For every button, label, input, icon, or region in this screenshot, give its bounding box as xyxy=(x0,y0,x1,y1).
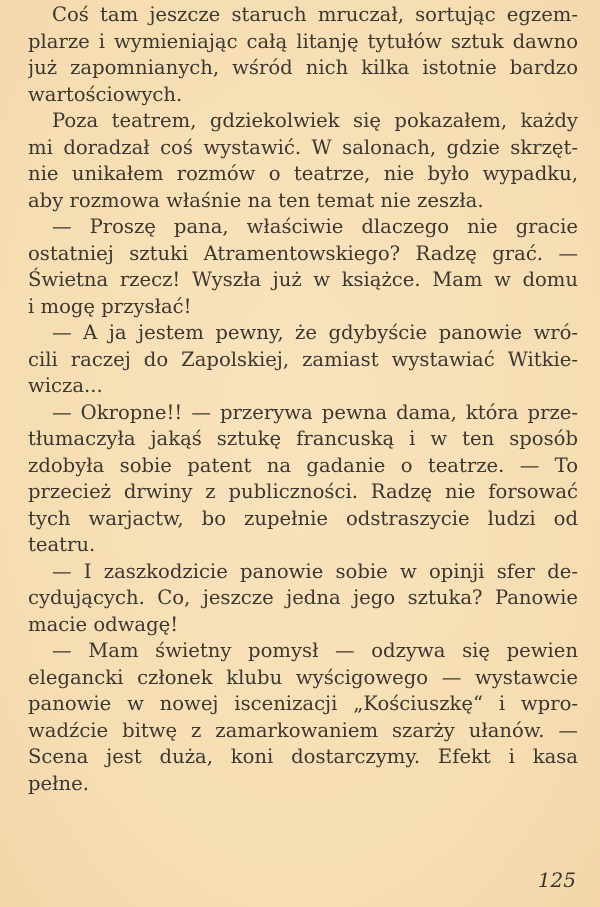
paragraph xyxy=(28,638,578,797)
text-line: — A ja jestem pewny, że gdybyście panowie wró- xyxy=(52,321,578,344)
paragraph xyxy=(28,320,578,400)
text-line: Scena jest duża, koni dostarczymy. Efekt i kasa xyxy=(28,745,578,768)
page-number: 125 xyxy=(537,868,576,892)
text-line: Świetna rzecz! Wyszła już w książce. Mam w domu xyxy=(28,268,578,291)
text-line: teatru. xyxy=(28,533,96,556)
paragraph xyxy=(28,108,578,214)
text-line: ostatniej sztuki Atramentowskiego? Radzę grać. — xyxy=(28,241,578,265)
text-line: Coś tam jeszcze staruch mruczał, sortując egzem- xyxy=(52,3,578,26)
text-line: Poza teatrem, gdziekolwiek się pokazałem, każdy xyxy=(52,109,578,132)
paragraph xyxy=(28,400,578,559)
text-line: nie unikałem rozmów o teatrze, nie było wypadku, xyxy=(28,162,578,185)
text-line: macie odwagę! xyxy=(28,612,179,636)
text-line: zdobyła sobie patent na gadanie o teatrze. — To xyxy=(28,453,578,477)
text-line: — Okropne!! — przerywa pewna dama, która prze- xyxy=(52,400,578,424)
text-line: już zapomnianych, wśród nich kilka istotnie bardzo xyxy=(28,56,578,79)
paragraph xyxy=(28,2,578,108)
text-line: mi doradzał coś wystawić. W salonach, gdzie skrzęt- xyxy=(28,135,578,159)
text-line: wartościowych. xyxy=(28,82,183,106)
text-line: przecież drwiny z publiczności. Radzę nie forsować xyxy=(28,480,578,503)
text-line: cydujących. Co, jeszcze jedna jego sztuka? Panowie xyxy=(28,586,578,609)
text-line: i mogę przysłać! xyxy=(28,294,192,318)
page-body-text xyxy=(28,2,578,797)
text-line: — Proszę pana, właściwie dlaczego nie gracie xyxy=(52,215,578,238)
text-line: aby rozmowa właśnie na ten temat nie zeszła. xyxy=(28,188,484,212)
text-line: panowie w nowej iscenizacji „Kościuszkę“ i wpro- xyxy=(28,692,578,715)
text-line: wicza... xyxy=(28,374,103,397)
text-line: cili raczej do Zapolskiej, zamiast wystawiać Witkie- xyxy=(28,347,578,371)
text-line: pełne. xyxy=(28,771,89,795)
paragraph xyxy=(28,214,578,320)
text-line: tych warjactw, bo zupełnie odstraszycie ludzi od xyxy=(28,506,578,530)
text-line: tłumaczyła jakąś sztukę francuską i w ten sposób xyxy=(28,427,578,450)
text-line: elegancki członek klubu wyścigowego — wystawcie xyxy=(28,665,578,689)
text-line: plarze i wymieniając całą litanję tytułów sztuk dawno xyxy=(28,29,578,53)
text-line: wadźcie bitwę z zamarkowaniem szarży ułanów. — xyxy=(28,718,578,742)
paragraph xyxy=(28,559,578,639)
text-line: — Mam świetny pomysł — odzywa się pewien xyxy=(52,639,578,662)
text-line: — I zaszkodzicie panowie sobie w opinji sfer de- xyxy=(52,559,578,583)
